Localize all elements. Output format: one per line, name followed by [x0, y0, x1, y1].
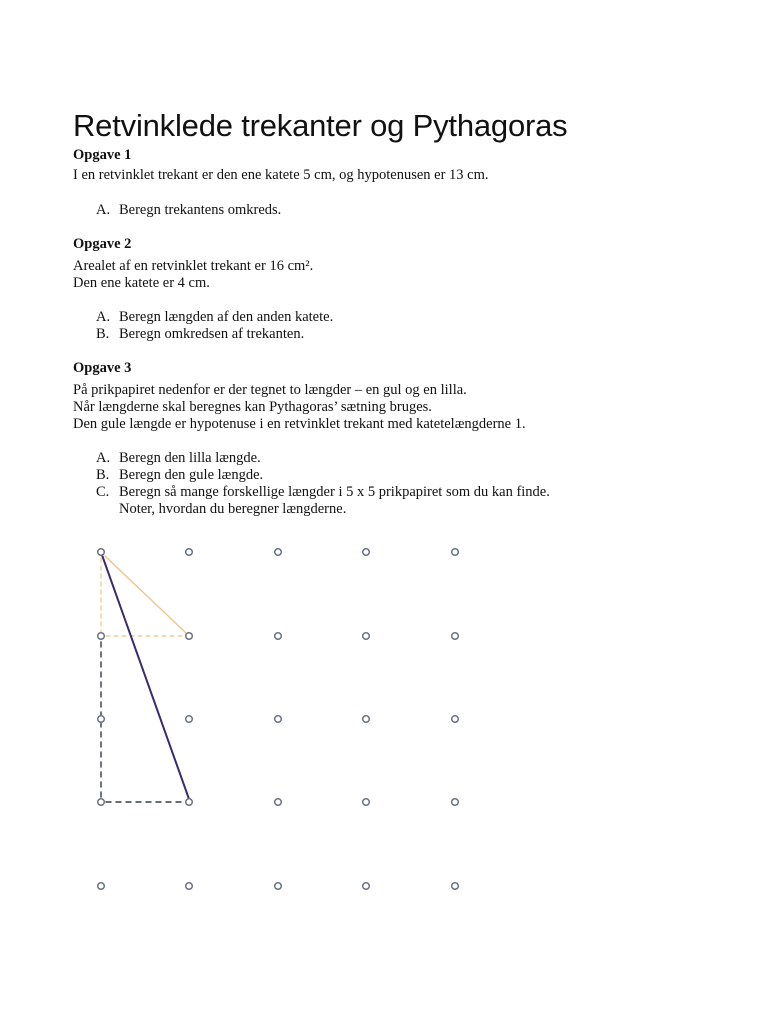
yellow-hypotenuse — [105, 556, 186, 633]
list-item-text: Noter, hvordan du beregner længderne. — [119, 501, 347, 517]
opgave3-line1: På prikpapiret nedenfor er der tegnet to længder – en gul og en lilla. — [73, 382, 467, 398]
list-item-label: A. — [96, 202, 111, 218]
grid-dot — [363, 799, 370, 806]
grid-dot — [186, 799, 193, 806]
dot-paper-lines — [101, 555, 189, 802]
grid-dot — [363, 883, 370, 890]
opgave3-line2: Når længderne skal beregnes kan Pythagoras’ sætning bruges. — [73, 399, 432, 415]
list-item-label: A. — [96, 309, 111, 325]
grid-dot — [452, 549, 459, 556]
opgave3-heading: Opgave 3 — [73, 360, 132, 376]
list-item-text: Beregn omkredsen af trekanten. — [119, 326, 305, 342]
grid-dot — [186, 883, 193, 890]
grid-dot — [275, 883, 282, 890]
grid-dot — [275, 549, 282, 556]
opgave1-text: I en retvinklet trekant er den ene katete 5 cm, og hypotenusen er 13 cm. — [73, 167, 489, 183]
grid-dot — [363, 716, 370, 723]
list-item-label: A. — [96, 450, 111, 466]
list-item-text: Beregn den gule længde. — [119, 467, 264, 483]
list-item-label: C. — [96, 484, 110, 500]
grid-dot — [452, 799, 459, 806]
list-item-text: Beregn længden af den anden katete. — [119, 309, 334, 325]
list-item-text: Beregn så mange forskellige længder i 5 x 5 prikpapiret som du kan finde. — [119, 484, 550, 500]
grid-dot — [98, 549, 105, 556]
list-item-text: Beregn trekantens omkreds. — [119, 202, 282, 218]
grid-dot — [98, 633, 105, 640]
grid-dot — [275, 633, 282, 640]
page-title: Retvinklede trekanter og Pythagoras — [73, 108, 568, 143]
opgave1-heading: Opgave 1 — [73, 147, 132, 163]
grid-dot — [452, 716, 459, 723]
grid-dot — [186, 633, 193, 640]
grid-dot — [186, 716, 193, 723]
grid-dot — [186, 549, 193, 556]
list-item-text: Beregn den lilla længde. — [119, 450, 261, 466]
grid-dot — [452, 883, 459, 890]
opgave2-line2: Den ene katete er 4 cm. — [73, 275, 210, 291]
grid-dot — [98, 883, 105, 890]
purple-hypotenuse — [102, 555, 189, 799]
list-item-label: B. — [96, 326, 110, 342]
grid-dot — [98, 799, 105, 806]
opgave3-line3: Den gule længde er hypotenuse i en retvinklet trekant med katetelængderne 1. — [73, 416, 526, 432]
grid-dot — [363, 549, 370, 556]
grid-dot — [98, 716, 105, 723]
grid-dot — [452, 633, 459, 640]
opgave2-heading: Opgave 2 — [73, 236, 132, 252]
list-item-label: B. — [96, 467, 110, 483]
grid-dot — [275, 716, 282, 723]
grid-dot — [363, 633, 370, 640]
grid-dot — [275, 799, 282, 806]
opgave2-line1: Arealet af en retvinklet trekant er 16 cm². — [73, 258, 314, 274]
